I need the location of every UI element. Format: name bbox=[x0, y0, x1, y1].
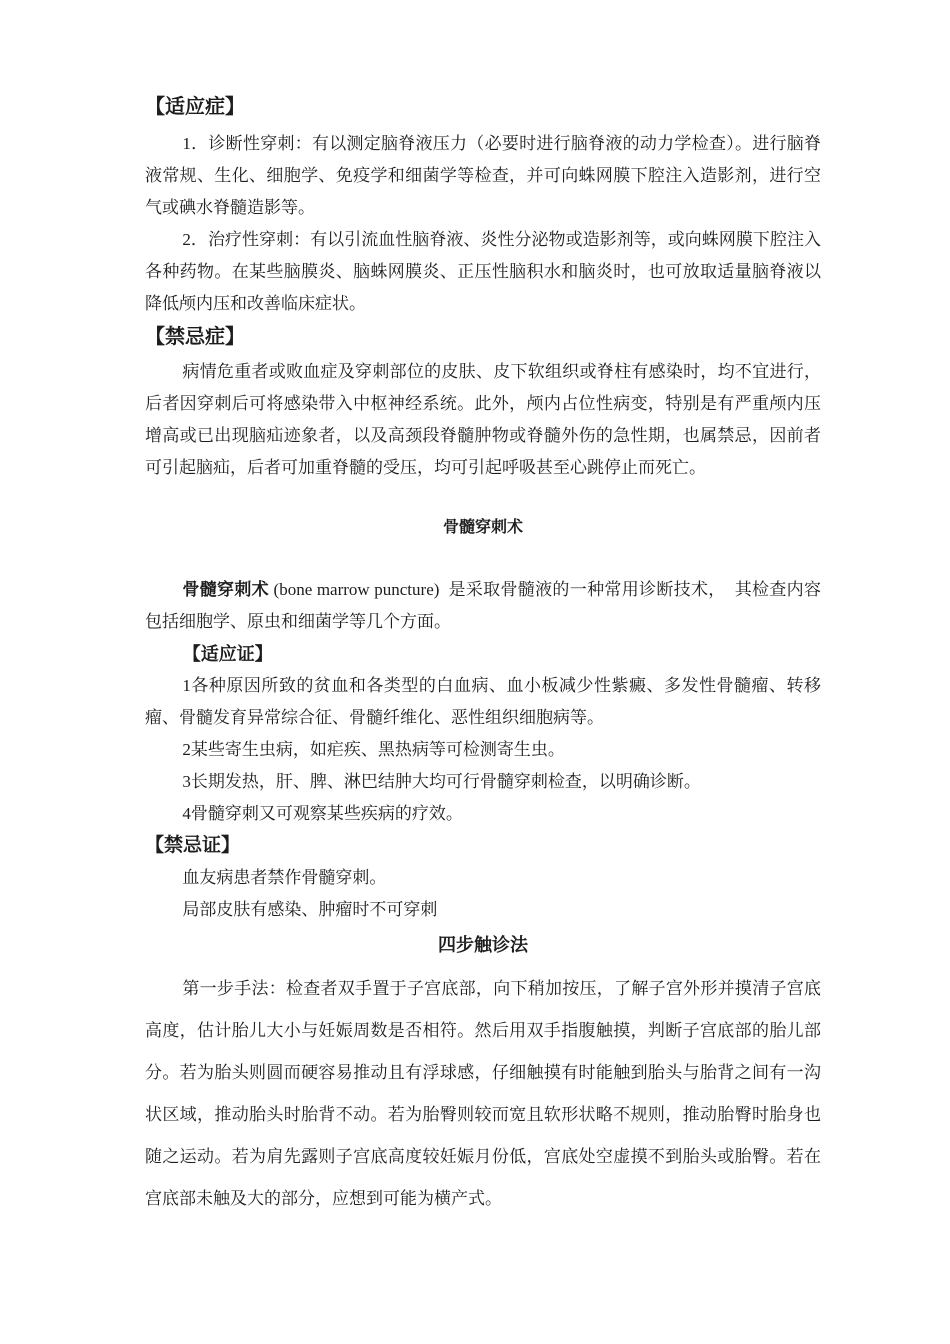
para-bone-marrow-intro bbox=[145, 574, 821, 638]
para-local-skin-warning: 局部皮肤有感染、肿瘤时不可穿刺 bbox=[182, 900, 438, 919]
heading-bmp-contraindications: 【禁忌证】 bbox=[145, 835, 241, 856]
list-item-bmp-indication-1: 1各种原因所致的贫血和各类型的白血病、血小板减少性紫癜、多发性骨髓瘤、转移瘤、骨髓发育异常综合征、骨髓纤维化、恶性组织细胞病等。 bbox=[145, 676, 821, 727]
para-therapeutic-puncture: 2．治疗性穿刺：有以引流血性脑脊液、炎性分泌物或造影剂等，或向蛛网膜下腔注入各种药物。在某些脑膜炎、脑蛛网膜炎、正压性脑积水和脑炎时，也可放取适量脑脊液以降低颅内压和改善临床症状。 bbox=[145, 230, 821, 313]
list-item-bmp-indication-3: 3长期发热，肝、脾、淋巴结肿大均可行骨髓穿刺检查，以明确诊断。 bbox=[182, 772, 701, 791]
heading-lumbar-indications: 【适应症】 bbox=[145, 96, 245, 118]
title-four-step-palpation: 四步触诊法 bbox=[438, 935, 528, 955]
para-first-maneuver: 第一步手法：检查者双手置于子宫底部，向下稍加按压，了解子宫外形并摸清子宫底高度，估计胎儿大小与妊娠周数是否相符。然后用双手指腹触摸，判断子宫底部的胎儿部分。若为胎头则圆而硬容易推动且有浮球感，仔细触摸有时能触到胎头与胎背之间有一沟状区域，推动胎头时胎背不动。若为胎臀则较而宽且软形状略不规则，推动胎臀时胎身也随之运动。若为肩先露则子宫底高度较妊娠月份低，宫底处空虚摸不到胎头或胎臀。若在宫底部未触及大的部分，应想到可能为横产式。 bbox=[145, 979, 821, 1208]
title-bone-marrow-puncture: 骨髓穿刺术 bbox=[442, 519, 523, 536]
bone-marrow-intro-text: (bone marrow puncture) 是采取骨髓液的一种常用诊断技术， 其检查内容包括细胞学、原虫和细菌学等几个方面。 bbox=[145, 580, 821, 631]
bone-marrow-term: 骨髓穿刺术 bbox=[182, 580, 269, 599]
para-diagnostic-puncture: 1．诊断性穿刺：有以测定脑脊液压力（必要时进行脑脊液的动力学检查）。进行脑脊液常规、生化、细胞学、免疫学和细菌学等检查，并可向蛛网膜下腔注入造影剂，进行空气或碘水脊髓造影等。 bbox=[145, 134, 821, 217]
heading-lumbar-contraindications: 【禁忌症】 bbox=[145, 326, 245, 348]
para-hemophilia-warning: 血友病患者禁作骨髓穿刺。 bbox=[182, 868, 387, 887]
para-lumbar-contraindications-detail: 病情危重者或败血症及穿刺部位的皮肤、皮下软组织或脊柱有感染时，均不宜进行，后者因穿刺后可将感染带入中枢神经系统。此外，颅内占位性病变，特别是有严重颅内压增高或已出现脑疝迹象者，以及高颈段脊髓肿物或脊髓外伤的急性期，也属禁忌，因前者可引起脑疝，后者可加重脊髓的受压，均可引起呼吸甚至心跳停止而死亡。 bbox=[145, 362, 821, 477]
document-page bbox=[145, 92, 821, 1220]
list-item-bmp-indication-4: 4骨髓穿刺又可观察某些疾病的疗效。 bbox=[182, 804, 463, 823]
list-item-bmp-indication-2: 2某些寄生虫病，如疟疾、黑热病等可检测寄生虫。 bbox=[182, 740, 565, 759]
heading-bmp-indications: 【适应证】 bbox=[182, 644, 273, 664]
